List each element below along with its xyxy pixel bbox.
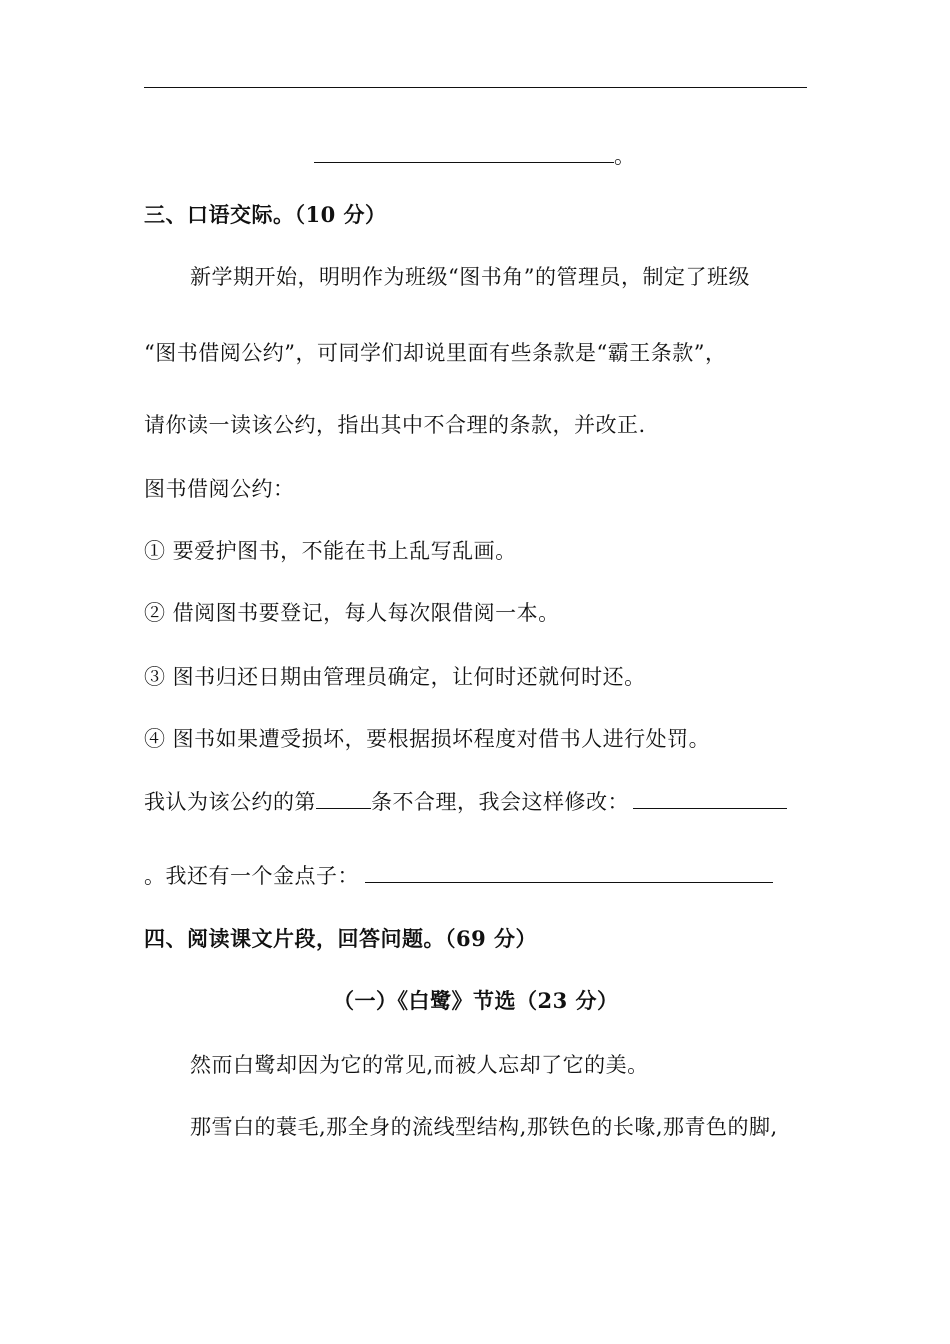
revision-blank[interactable] — [633, 786, 787, 809]
rule-item-3: ③ 图书归还日期由管理员确定，让何时还就何时还。 — [144, 665, 646, 689]
intro-line-3: 请你读一读该公约，指出其中不合理的条款，并改正. — [144, 413, 646, 437]
paragraph-2: 那雪白的蓑毛,那全身的流线型结构,那铁色的长喙,那青色的脚, — [190, 1115, 778, 1139]
horizontal-rule — [144, 87, 807, 88]
intro-line-1: 新学期开始，明明作为班级“图书角”的管理员，制定了班级 — [190, 265, 750, 289]
rules-title: 图书借阅公约： — [144, 477, 295, 501]
rule-item-2: ② 借阅图书要登记，每人每次限借阅一本。 — [144, 601, 560, 625]
rule-item-4: ④ 图书如果遭受损坏，要根据损坏程度对借书人进行处罚。 — [144, 727, 711, 751]
section-4-heading: 四、阅读课文片段，回答问题。（69 分） — [144, 926, 538, 951]
answer-part-2: 条不合理，我会这样修改： — [371, 790, 629, 814]
answer-line-1 — [144, 786, 787, 817]
answer-line-2 — [144, 860, 773, 891]
intro-line-2: “图书借阅公约”，可同学们却说里面有些条款是“霸王条款”， — [144, 341, 727, 365]
paragraph-1: 然而白鹭却因为它的常见,而被人忘却了它的美。 — [190, 1053, 649, 1077]
rule-number-blank[interactable] — [316, 786, 371, 809]
section-3-heading: 三、口语交际。（10 分） — [144, 202, 387, 227]
answer-part-1: 我认为该公约的第 — [144, 790, 316, 814]
section-4-subheading: （一）《白鹭》节选（23 分） — [333, 988, 619, 1013]
answer-blank[interactable] — [314, 140, 614, 163]
fill-end-mark: 。 — [614, 144, 636, 168]
idea-blank[interactable] — [365, 860, 773, 883]
fill-in-line — [314, 140, 636, 171]
answer-part-3: 。我还有一个金点子： — [144, 864, 359, 888]
rule-item-1: ① 要爱护图书，不能在书上乱写乱画。 — [144, 539, 517, 563]
